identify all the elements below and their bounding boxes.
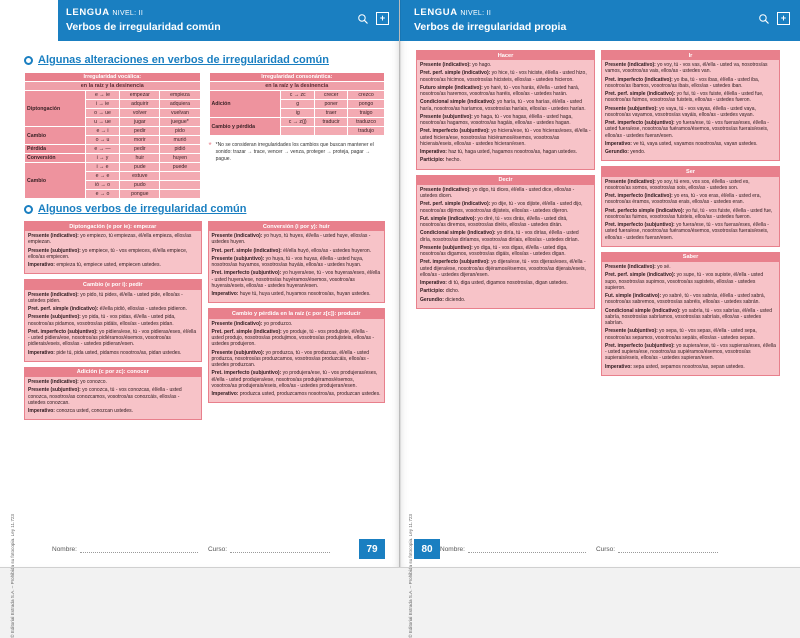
table-cell-inf: pudo <box>120 181 160 190</box>
verb-conjugation-line: Presente (indicativo): yo voy, tú - vos vas, él/ella - usted va, nosotros/as vamos, vosotros/as vais, ellos/as - ustedes van. <box>605 62 768 75</box>
name-field[interactable] <box>440 546 586 553</box>
verb-conjugation-line: Presente (subjuntivo): yo diga, tú - vos digas, él/ella - usted diga, nosotros/as digamos, vosotros/as digáis, ellos/as - ustedes digan. <box>420 244 568 258</box>
verb-conjugation-line: Presente (indicativo): yo pido, tú pides, él/ella - usted pide, ellos/as - ustedes piden. <box>28 291 183 304</box>
verb-conjugation-line: Presente (subjuntivo): yo vaya, tú - vos vayas, él/ella - usted vaya, nosotros/as vayamos, vosotros/as vayáis, ellos/as - ustedes vayan. <box>605 105 756 118</box>
verb-conjugation-line: Pret. imperfecto (subjuntivo): yo produjera/ese, tú - vos produjeras/eses, él/ella - usted produjera/ese, nosotros/as produjéramos/ésemos, vosotros/as produjerais/eseis, ellos/as - ustedes produjeran/esen. <box>211 370 378 389</box>
verb-conjugation-line: Pret. perfecto simple (indicativo): yo fui, tú - vos fuiste, él/ella - usted fue, nosotros/as fuimos, vosotros/as fuisteis, ellos/as - ustedes fueron. <box>605 207 773 220</box>
row-group-label: Cambio <box>25 163 86 199</box>
table-cell-inf: traer <box>315 109 348 118</box>
table-cell-change: e → — <box>85 145 120 154</box>
asterisk-icon: * <box>208 141 212 150</box>
verb-conjugation-line: Imperativo: empieza tú, empiece usted, empiecen ustedes. <box>28 262 161 269</box>
table-cell-inf: morir <box>120 136 160 145</box>
verb-box <box>416 50 595 170</box>
page-right-footer <box>400 527 800 567</box>
table-row <box>209 118 385 127</box>
tense-label: Presente (indicativo): <box>211 233 263 240</box>
tense-label: Presente (indicativo): <box>28 379 79 386</box>
table-consonantica-body <box>209 91 385 136</box>
verb-conjugation-line: Imperativo: haz tú, haga usted, hagamos nosotros/as, hagan ustedes. <box>420 149 578 156</box>
verb-box-column-right <box>208 221 386 408</box>
table-cell-conj: vuelvan <box>160 109 200 118</box>
page-number-badge: 80 <box>414 539 440 559</box>
search-icon[interactable] <box>356 12 369 25</box>
tense-label: Presente (indicativo): <box>605 264 656 271</box>
table-cell-change: i → ie <box>85 100 120 109</box>
verb-conjugation-line: Pret. imperfecto (subjuntivo): yo fuera/ese, tú - vos fueras/eses, él/ella - usted fuera/ese, nosotros/as fuéramos/ésemos, vosotros/as fuerais/eseis, ellos/as - ustedes fueran/esen. <box>605 222 769 241</box>
tense-label: Presente (subjuntivo): <box>28 314 81 321</box>
table-cell-inf: adquirir <box>120 100 160 109</box>
header-level: NIVEL: II <box>460 10 492 17</box>
verb-box <box>416 175 595 309</box>
verb-conjugation-line: Presente (indicativo): yo soy, tú eres, vos sos, él/ella - usted es, nosotros/as somos, vosotros/as sois, ellos/as - ustedes son. <box>605 178 750 191</box>
verb-box <box>24 279 202 361</box>
verb-box-title: Diptongación (e por ie): empezar <box>25 222 201 231</box>
tense-label: Futuro simple (indicativo): <box>420 84 483 91</box>
course-label: Curso: <box>595 546 616 553</box>
table-cell-conj: pongo <box>348 100 385 109</box>
tense-label: Pret. imperfecto (subjuntivo): <box>211 270 282 277</box>
tense-label: Gerundio: <box>605 149 629 156</box>
table-cell-inf: huir <box>120 154 160 163</box>
verb-conjugation-line: Fut. simple (indicativo): yo diré, tú - vos dirás, él/ella - usted dirá, nosotros/as diremos, vosotros/as diréis, ellos/as - ustedes dirán. <box>420 215 568 229</box>
table-cell-change: g <box>281 100 315 109</box>
verb-conjugation-line: Pret. imperfecto (subjuntivo): yo huyera/ese, tú - vos huyeras/eses, él/ella - usted huyera/ese, nosotros/as huyéramos/ésemos, vosotros/as huyerais/eseis, ellos/as - ustedes huyeran/esen. <box>211 270 381 289</box>
irregularity-tables <box>24 72 385 199</box>
row-group-label: Cambio y pérdida <box>209 118 281 136</box>
table-cell-inf: estuve <box>120 172 160 181</box>
tense-label: Presente (subjuntivo): <box>211 349 265 356</box>
table-cell-inf: jugar <box>120 118 160 127</box>
tense-label: Presente (subjuntivo): <box>28 247 81 254</box>
table-cell-conj: tradujo <box>348 127 385 136</box>
table-cell-inf: pedir <box>120 145 160 154</box>
tense-label: Imperativo: <box>420 280 447 287</box>
verb-conjugation-line: Gerundio: diciendo. <box>420 296 466 303</box>
table-cell-conj: empieza <box>160 91 200 100</box>
verb-conjugation-line: Pret. perf. simple (indicativo): él/ella pidió, ellos/as - ustedes pidieron. <box>28 306 187 313</box>
name-rule <box>468 552 586 553</box>
footnote-irregularidades <box>209 142 386 162</box>
course-rule <box>618 552 718 553</box>
verb-conjugation-line: Presente (subjuntivo): yo haga, tú - vos hagas, él/ella - usted haga, nosotros/as hagamos, vosotros/as hagáis, ellos/as - ustedes hagan. <box>420 113 573 127</box>
verb-box-title: Decir <box>417 176 594 185</box>
table-cell-conj: pido <box>160 127 200 136</box>
table-cell-inf: pongue <box>120 190 160 199</box>
verb-conjugation-line: Pret. perf. simple (indicativo): yo fui, tú - vos fuiste, él/ella - usted fue, nosotros/as fuimos, vosotros/as fuisteis, ellos/as - ustedes fueron. <box>605 91 764 104</box>
table-cell-change: c → z(j) <box>281 118 315 127</box>
verb-conjugation-line: Gerundio: yendo. <box>605 149 646 156</box>
verb-box <box>24 221 202 274</box>
table-cell-change: c → zc <box>281 91 315 100</box>
header-subject-line <box>414 8 566 19</box>
verb-box-columns <box>416 50 780 381</box>
tense-label: Pret. imperfecto (subjuntivo): <box>211 370 282 377</box>
header-white-corner <box>0 0 58 41</box>
verb-conjugation-line: Condicional simple (indicativo): yo diría, tú - vos dirías, él/ella - usted diría, nosotros/as diríamos, vosotros/as diríais, ellos/as - ustedes dirían. <box>420 230 579 243</box>
verb-conjugation-line: Imperativo: ve tú, vaya usted, vayamos nosotros/as, vayan ustedes. <box>605 140 758 147</box>
row-group-label: Diptongación <box>25 91 86 127</box>
header-text-block <box>414 8 566 33</box>
section-title-1: Algunas alteraciones en verbos de irregularidad común <box>38 54 329 66</box>
tense-label: Pret. perf. simple (indicativo): <box>420 70 491 77</box>
page-right-body <box>400 41 800 567</box>
section-heading-verbos <box>24 203 385 215</box>
table-cell-conj: huyen <box>160 154 200 163</box>
tense-label: Presente (indicativo): <box>420 186 471 193</box>
verb-conjugation-line: Presente (indicativo): yo digo, tú dices, él/ella - usted dice, ellos/as - ustedes dicen. <box>420 186 575 200</box>
tense-label: Imperativo: <box>211 291 239 298</box>
verb-conjugation-line: Pret. imperfecto (subjuntivo): yo fuera/ese, tú - vos fueras/eses, él/ella - usted fuera/ese, nosotros/as fuéramos/ésemos, vosotros/as fuerais/eseis, ellos/as - ustedes fueran/esen. <box>605 120 769 139</box>
header-icons <box>356 12 389 25</box>
page-title: Verbos de irregularidad propia <box>414 20 567 33</box>
page-left-header <box>0 0 399 41</box>
table-cell-conj: traigo <box>348 109 385 118</box>
tense-label: Presente (subjuntivo): <box>28 387 81 394</box>
table-cell-change: ig <box>281 109 315 118</box>
table-cell-conj <box>160 181 200 190</box>
table-cell-change: e → ie <box>85 91 120 100</box>
name-rule <box>80 552 198 553</box>
tense-label: Presente (indicativo): <box>211 320 263 327</box>
table-cell-conj <box>160 190 200 199</box>
table-consonantica-title: Irregularidad consonántica: <box>209 73 385 82</box>
verb-conjugation-line: Imperativo: conozca usted, conozcan ustedes. <box>28 408 134 415</box>
table-cell-conj: juegue* <box>160 118 200 127</box>
verb-box-title: Cambio (e por i): pedir <box>25 280 201 289</box>
search-icon[interactable] <box>757 12 770 25</box>
row-group-label: Cambio <box>25 127 86 145</box>
section-heading-alteraciones <box>24 54 385 66</box>
verb-conjugation-line: Pret. perf. simple (indicativo): yo hice, tú - vos hiciste, él/ella - usted hizo, nosotros/as hicimos, vosotros/as hicisteis, ellos/as - ustedes hicieron. <box>420 70 587 83</box>
verb-box <box>24 367 202 420</box>
tense-label: Presente (indicativo): <box>28 233 79 240</box>
tense-label: Pret. perfecto simple (indicativo): <box>605 207 685 214</box>
verb-conjugation-line: Imperativo: di tú, diga usted, digamos nosotros/as, digan ustedes. <box>420 280 568 287</box>
tense-label: Fut. simple (indicativo): <box>420 215 477 222</box>
header-subject-line <box>66 8 221 19</box>
table-cell-inf <box>315 127 348 136</box>
row-group-label: Conversión <box>25 154 86 163</box>
table-cell-change: ió → o <box>85 181 120 190</box>
header-subject: LENGUA <box>66 7 110 18</box>
verb-box-title: Cambio y pérdida en la raíz (c por z[c]): producir <box>209 309 385 318</box>
tense-label: Imperativo: <box>28 408 55 415</box>
table-cell-conj: puede <box>160 163 200 172</box>
verb-conjugation-line: Imperativo: pide tú, pida usted, pidamos nosotros/as, pidan ustedes. <box>28 349 182 356</box>
table-irregularidad-vocalica <box>24 72 201 199</box>
verb-box <box>208 308 386 403</box>
verb-conjugation-line: Presente (subjuntivo): yo produzca, tú - vos produzcas, él/ella - usted produzca, nosotros/as produzcamos, vosotros/as produzcáis, ellos/as - ustedes produzcan. <box>211 349 370 369</box>
tense-label: Presente (indicativo): <box>605 178 656 185</box>
tense-label: Participio: <box>420 157 445 164</box>
row-group-label: Adición <box>209 91 281 118</box>
tense-label: Pret. perf. simple (indicativo): <box>28 306 99 313</box>
verb-conjugation-line: Presente (indicativo): yo produzco. <box>211 320 293 327</box>
tense-label: Pret. perf. simple (indicativo): <box>420 201 491 208</box>
table-cell-change: o → ue <box>85 109 120 118</box>
verb-conjugation-line: Imperativo: sepa usted, sepamos nosotros/as, sepan ustedes. <box>605 363 745 370</box>
table-cell-inf: poner <box>315 100 348 109</box>
verb-conjugation-line: Imperativo: produzca usted, produzcamos nosotros/as, produzcan ustedes. <box>211 391 381 398</box>
tense-label: Presente (indicativo): <box>605 62 656 69</box>
tense-label: Fut. simple (indicativo): <box>605 293 662 300</box>
table-row <box>25 145 201 154</box>
table-row <box>25 91 201 100</box>
table-cell-change: i → y <box>85 154 120 163</box>
tense-label: Imperativo: <box>28 349 55 356</box>
tense-label: Imperativo: <box>605 363 632 370</box>
table-cell-conj: pidió <box>160 145 200 154</box>
verb-conjugation-line: Pret. imperfecto (subjuntivo): yo dijera/ese, tú - vos dijeras/eses, él/ella - usted dijera/ese, nosotros/as dijéramos/ésemos, vosotros/as dijerais/eseis, ellos/as - ustedes dijeran/esen. <box>420 259 586 278</box>
verb-conjugation-line: Presente (indicativo): yo huyo, tú huyes, él/ella - usted huye, ellos/as - ustedes huyen. <box>211 233 371 246</box>
page-right-header <box>400 0 800 41</box>
tense-label: Pret. imperfecto (indicativo): <box>605 76 673 83</box>
page-number-badge: 79 <box>359 539 385 559</box>
verb-box <box>601 50 780 161</box>
plus-box-icon[interactable]: + <box>376 12 389 25</box>
verb-conjugation-line: Presente (indicativo): yo conozco. <box>28 379 107 386</box>
row-group-label: Pérdida <box>25 145 86 154</box>
table-row <box>25 127 201 136</box>
footer-fields <box>440 546 718 553</box>
tense-label: Presente (indicativo): <box>420 62 471 69</box>
table-vocalica-subtitle: en la raíz y la desinencia <box>25 82 201 91</box>
verb-box-column-right <box>601 50 780 381</box>
table-cell-change: u → ue <box>85 118 120 127</box>
verb-conjugation-line: Presente (subjuntivo): yo pida, tú - vos pidas, él/ella - usted pida, nosotros/as pidamos, vosotros/as pidáis, ellos/as - ustedes pidan. <box>28 314 176 327</box>
verb-conjugation-line: Condicional simple (indicativo): yo haría, tú - vos harías, él/ella - usted haría, nosotros/as haríamos, vosotros/as haríais, ellos/as - ustedes harían. <box>420 99 586 112</box>
verb-conjugation-line: Pret. imperfecto (indicativo): yo era, tú - vos eras, él/ella - usted era, nosotros/as éramos, vosotros/as erais, ellos/as - ustedes eran. <box>605 193 761 206</box>
verb-box-column-left <box>416 50 595 314</box>
name-label: Nombre: <box>52 546 77 553</box>
table-cell-inf: volver <box>120 109 160 118</box>
table-irregularidad-consonantica <box>209 72 386 136</box>
tense-label: Imperativo: <box>211 391 239 398</box>
spread-gutter <box>399 0 401 567</box>
tense-label: Presente (indicativo): <box>28 291 79 298</box>
tense-label: Condicional simple (indicativo): <box>420 99 496 106</box>
tense-label: Imperativo: <box>28 262 55 269</box>
verb-conjugation-line: Imperativo: huye tú, huya usted, huyamos nosotros/as, huyan ustedes. <box>211 291 371 298</box>
page-title: Verbos de irregularidad común <box>66 20 221 33</box>
footer-fields <box>52 546 330 553</box>
section-title-2: Algunos verbos de irregularidad común <box>38 203 247 215</box>
verb-conjugation-line: Pret. imperfecto (subjuntivo): yo hiciera/ese, tú - vos hicieras/eses, él/ella - usted hiciera/ese, nosotros/as hiciéramos/ésemos, vosotros/as hicierais/eseis, ellos/as - ustedes hicieran/esen. <box>420 128 591 147</box>
plus-box-icon[interactable]: + <box>777 12 790 25</box>
tense-label: Presente (subjuntivo): <box>605 328 658 335</box>
verb-box-title: Ser <box>602 167 779 176</box>
verb-conjugation-line: Pret. imperfecto (subjuntivo): yo supiera/ese, tú - vos supieras/eses, él/ella - usted supiera/ese, nosotros/as supiéramos/ésemos, vosotros/as supierais/eseis, ellos/as - ustedes supieran/esen. <box>605 342 776 362</box>
tense-label: Condicional simple (indicativo): <box>420 230 496 237</box>
verb-box <box>601 252 780 376</box>
table-vocalica-body <box>25 91 201 199</box>
table-cell-change: i → e <box>85 163 120 172</box>
table-cell-change: e → e <box>85 172 120 181</box>
table-consonantica-subtitle: en la raíz y la desinencia <box>209 82 385 91</box>
table-row <box>25 154 201 163</box>
tense-label: Presente (subjuntivo): <box>211 255 265 262</box>
tense-label: Pret. perf. simple (indicativo): <box>211 247 282 254</box>
table-cell-conj: adquiera <box>160 100 200 109</box>
verb-conjugation-line: Condicional simple (indicativo): yo sabría, tú - vos sabrías, él/ella - usted sabría, nosotros/as sabríamos, vosotros/as sabríais, ellos/as - ustedes sabrían. <box>605 307 772 327</box>
table-cell-inf: empezar <box>120 91 160 100</box>
table-row <box>209 91 385 100</box>
verb-conjugation-line: Fut. simple (indicativo): yo sabré, tú - vos sabrás, él/ella - usted sabrá, nosotros/as sabremos, vosotros/as sabréis, ellos/as - ustedes sabrán. <box>605 293 766 306</box>
course-rule <box>230 552 330 553</box>
tense-label: Presente (subjuntivo): <box>420 244 473 251</box>
tense-label: Pret. imperfecto (subjuntivo): <box>605 342 675 349</box>
table-cell-change <box>281 127 315 136</box>
table-cell-change: e → i <box>85 127 120 136</box>
tense-label: Condicional simple (indicativo): <box>605 307 681 314</box>
verb-conjugation-line: Participio: dicho. <box>420 288 460 295</box>
table-cell-inf: pude <box>120 163 160 172</box>
tense-label: Pret. perf. simple (indicativo): <box>605 91 676 98</box>
header-subject: LENGUA <box>414 7 458 18</box>
verb-box-columns <box>24 221 385 425</box>
verb-box-title: Adición (c por zc): conocer <box>25 368 201 377</box>
table-cell-inf: pedir <box>120 127 160 136</box>
tense-label: Gerundio: <box>420 296 444 303</box>
verb-conjugation-line: Presente (indicativo): yo hago. <box>420 62 492 69</box>
table-consonantica-wrap <box>209 72 386 162</box>
verb-box-title: Saber <box>602 253 779 262</box>
page-left-footer <box>0 527 399 567</box>
page-right <box>400 0 800 638</box>
tense-label: Imperativo: <box>420 149 447 156</box>
table-cell-conj <box>160 172 200 181</box>
tense-label: Imperativo: <box>605 140 632 147</box>
table-cell-change: e → o <box>85 190 120 199</box>
tense-label: Pret. perf. simple (indicativo): <box>211 328 282 335</box>
verb-conjugation-line: Pret. imperfecto (indicativo): yo iba, tú - vos ibas, él/ella - usted iba, nosotros/as íbamos, vosotros/as ibais, ellos/as - ustedes iban. <box>605 76 760 89</box>
name-label: Nombre: <box>440 546 465 553</box>
verb-conjugation-line: Pret. perf. simple (indicativo): yo produje, tú - vos produjiste, él/ella - usted produjo, nosotros/as produjimos, vosotros/as produjisteis, ellos/as - ustedes produjeron. <box>211 328 375 348</box>
tense-label: Pret. imperfecto (subjuntivo): <box>420 128 490 135</box>
bullet-icon <box>24 56 33 65</box>
verb-conjugation-line: Pret. perf. simple (indicativo): yo supe, tú - vos supiste, él/ella - usted supo, nosotros/as supimos, vosotros/as supisteis, ellos/as - ustedes supieron. <box>605 272 764 291</box>
footnote-text: *No se consideran irregularidades los cambios que buscan mantener el sonido: trazar → trace, vencer → venza, proteger → proteja, pagar → pague. <box>215 142 374 162</box>
verb-conjugation-line: Presente (indicativo): yo empiezo, tú empiezas, él/ella empieza, ellos/as empiezan. <box>28 233 192 246</box>
table-vocalica-title: Irregularidad vocálica: <box>25 73 201 82</box>
tense-label: Presente (subjuntivo): <box>605 105 658 112</box>
verb-conjugation-line: Futuro simple (indicativo): yo haré, tú - vos harás, él/ella - usted hará, nosotros/as haremos, vosotros/as haréis, ellos/as - ustedes harán. <box>420 84 580 98</box>
header-icons <box>757 12 790 25</box>
verb-box-title: Ir <box>602 51 779 60</box>
verb-box-title: Conversión (i por y): huir <box>209 222 385 231</box>
course-field[interactable] <box>208 546 330 553</box>
verb-box-column-left <box>24 221 202 425</box>
course-label: Curso: <box>207 546 228 553</box>
verb-box <box>601 166 780 246</box>
verb-conjugation-line: Presente (indicativo): yo sé. <box>605 264 671 271</box>
verb-box <box>208 221 386 303</box>
verb-conjugation-line: Pret. imperfecto (subjuntivo): yo pidiera/ese, tú - vos pidieras/eses, él/ella - usted pidiera/ese, nosotros/as pidiéramos/ésemos, vosotros/as pidierais/eseis, ellos/as - ustedes pidieran/esen. <box>28 328 197 348</box>
table-cell-inf: traducir <box>315 118 348 127</box>
tense-label: Pret. imperfecto (indicativo): <box>605 193 673 200</box>
verb-conjugation-line: Participio: hecho. <box>420 157 461 164</box>
tense-label: Participio: <box>420 288 445 295</box>
tense-label: Pret. imperfecto (subjuntivo): <box>605 120 675 127</box>
tense-label: Pret. imperfecto (subjuntivo): <box>28 328 98 335</box>
tense-label: Presente (subjuntivo): <box>420 113 473 120</box>
verb-conjugation-line: Presente (subjuntivo): yo huya, tú - vos huyas, él/ella - usted huya, nosotros/as huyamos, vosotros/as huyáis, ellos/as - ustedes huyan. <box>211 255 364 269</box>
table-cell-inf: crecer <box>315 91 348 100</box>
tense-label: Pret. imperfecto (subjuntivo): <box>605 222 675 229</box>
table-cell-change: o → u <box>85 136 120 145</box>
header-level: NIVEL: II <box>112 10 144 17</box>
tense-label: Pret. imperfecto (subjuntivo): <box>420 259 490 266</box>
table-cell-conj: traduzco <box>348 118 385 127</box>
table-vocalica-wrap <box>24 72 201 199</box>
verb-box-title: Hacer <box>417 51 594 60</box>
publisher-credit: © Editorial Estrada S.A. – Prohibida su fotocopia. Ley 11.723 <box>10 514 15 638</box>
bullet-icon <box>24 205 33 214</box>
table-cell-conj: murió <box>160 136 200 145</box>
table-cell-conj: crezco <box>348 91 385 100</box>
course-field[interactable] <box>596 546 718 553</box>
page-left-body <box>0 41 399 567</box>
name-field[interactable] <box>52 546 198 553</box>
verb-conjugation-line: Presente (subjuntivo): yo conozca, tú - vos conozcas, él/ella - usted conozca, nosotros/as conozcamos, vosotros/as conozcáis, ellos/as - ustedes conozcan. <box>28 387 182 406</box>
header-text-block <box>66 8 221 33</box>
table-row <box>25 163 201 172</box>
tense-label: Pret. perf. simple (indicativo): <box>605 272 676 279</box>
verb-conjugation-line: Pret. perf. simple (indicativo): yo dije, tú - vos dijiste, él/ella - usted dijo, nosotros/as dijimos, vosotros/as dijisteis, ellos/as - ustedes dijeron. <box>420 201 583 214</box>
verb-conjugation-line: Presente (subjuntivo): yo empiece, tú - vos empieces, él/ella empiece, ellos/as empiecen. <box>28 247 188 260</box>
publisher-credit: © Editorial Estrada S.A. – Prohibida su fotocopia. Ley 11.723 <box>408 514 413 638</box>
verb-conjugation-line: Pret. perf. simple (indicativo): él/ella huyó, ellos/as - ustedes huyeron. <box>211 247 372 254</box>
verb-conjugation-line: Presente (subjuntivo): yo sepa, tú - vos sepas, él/ella - usted sepa, nosotros/as sepamos, vosotros/as sepáis, ellos/as - ustedes sepan. <box>605 328 757 341</box>
header-blue-tab <box>58 0 66 41</box>
